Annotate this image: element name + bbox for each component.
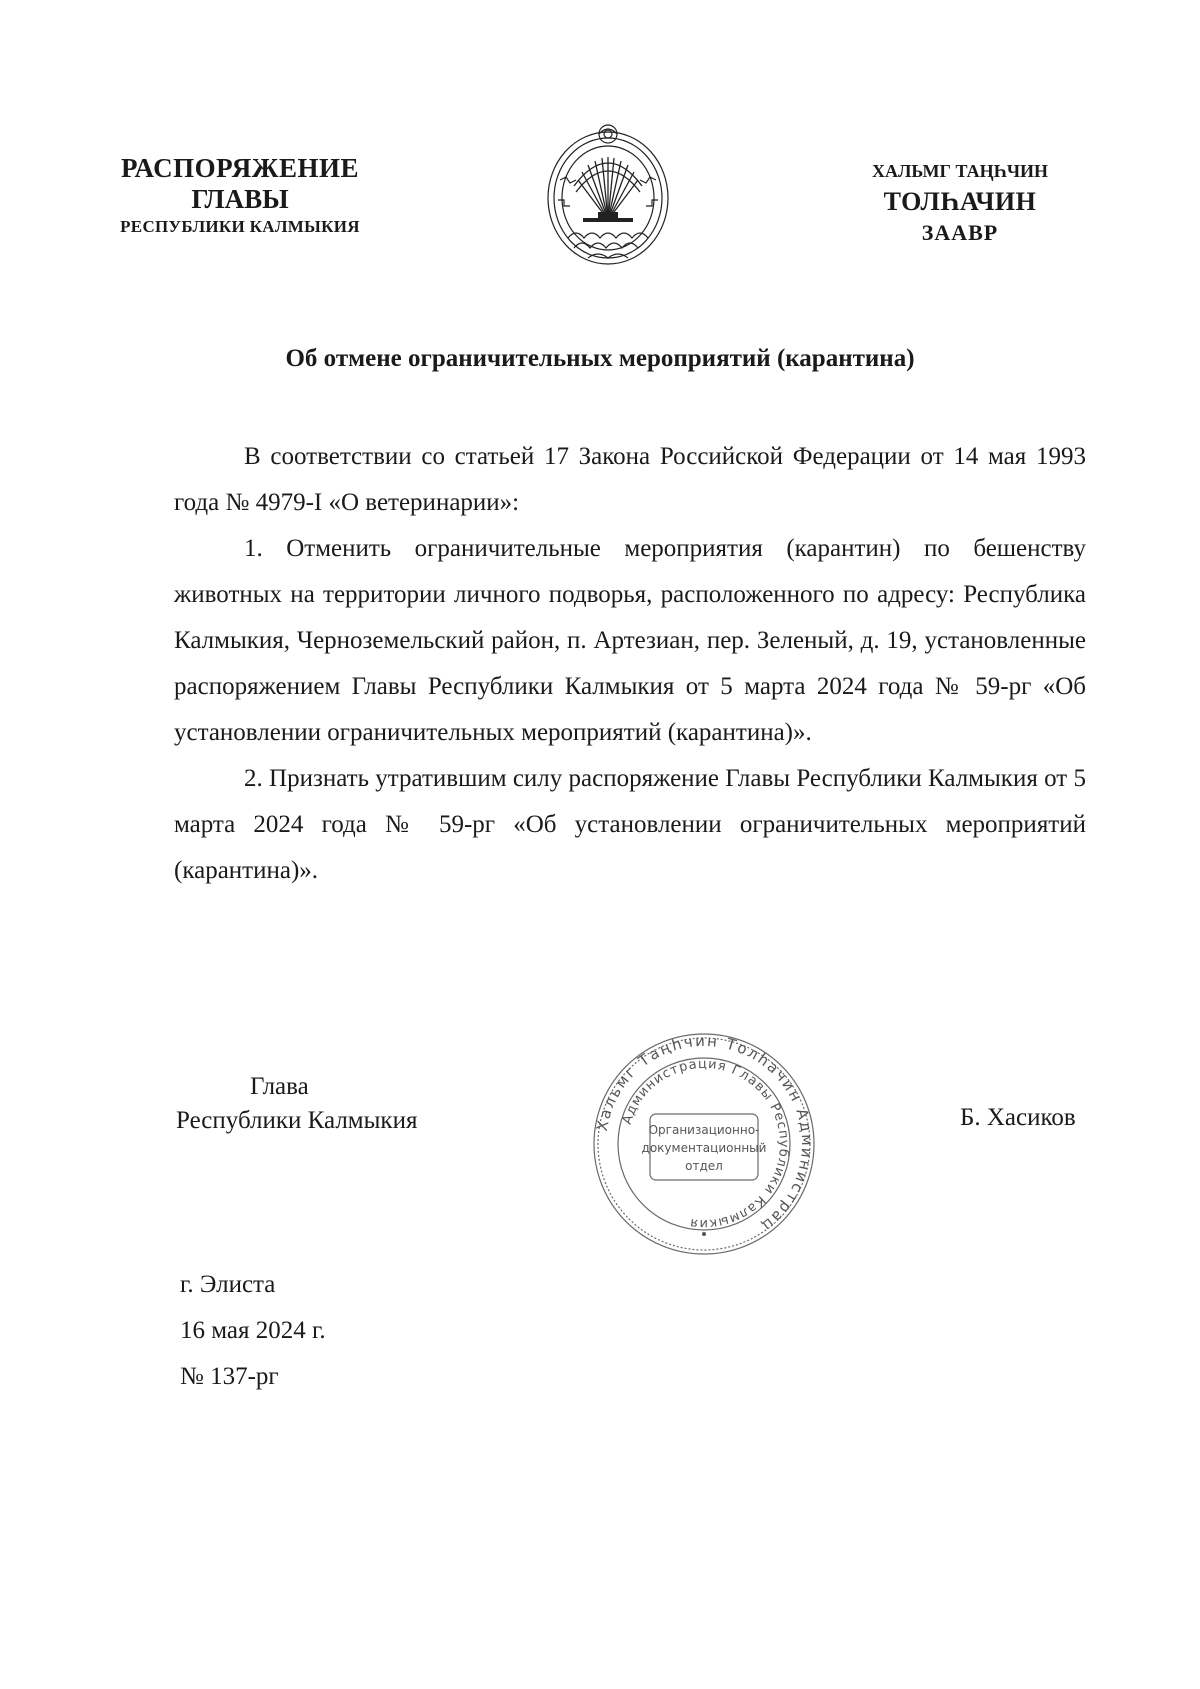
document-footer — [180, 1262, 326, 1400]
emblem-icon — [538, 120, 678, 270]
intro-paragraph: В соответствии со статьей 17 Закона Российской Федерации от 14 мая 1993 года № 4979-I «О ветеринарии»: — [174, 443, 1086, 516]
document-title: Об отмене ограничительных мероприятий (карантина) — [285, 345, 915, 372]
header-left-line2: ГЛАВЫ — [191, 184, 289, 214]
signature-role — [176, 1070, 417, 1138]
header-left-line1: РАСПОРЯЖЕНИЕ — [120, 153, 360, 183]
stamp-center-line3: отдел — [685, 1159, 723, 1173]
header-right-line2: ТОЛҺАЧИН — [883, 187, 1037, 216]
header-left-line3: РЕСПУБЛИКИ КАЛМЫКИЯ — [120, 217, 360, 236]
signatory-name: Б. Хасиков — [960, 1104, 1076, 1131]
header-right-line1: ХАЛЬМГ ТАҢҺЧИН — [871, 161, 1049, 181]
header-left — [90, 152, 390, 240]
stamp-outer-text: Хальмг Таңһчин Толһачин Администрац — [592, 1031, 817, 1237]
stamp-center-line2: документационный — [641, 1141, 767, 1155]
item-2-paragraph: 2. Признать утратившим силу распоряжение Главы Республики Калмыкия от 5 марта 2024 года № 59-рг «Об установлении ограничительных мероприятий (карантина)». — [174, 765, 1086, 884]
footer-city: г. Элиста — [180, 1271, 276, 1298]
item-1-paragraph: 1. Отменить ограничительные мероприятия (карантин) по бешенству животных на территории личного подворья, расположенного по адресу: Республика Калмыкия, Черноземельский район, п. Артезиан, пер. Зеленый, д. 19, установленные распоряжением Главы Республики Калмыкия от 5 марта 2024 года № 59-рг «Об установлении ограничительных мероприятий (карантина)». — [174, 535, 1086, 746]
stamp-inner-text: Администрация Главы Республики Калмыкия — [619, 1056, 792, 1232]
header-right — [840, 156, 1080, 248]
signature-role-line1: Глава — [250, 1073, 309, 1100]
signature-role-line2: Республики Калмыкия — [176, 1107, 418, 1134]
stamp-center-line1: Организационно- — [648, 1123, 760, 1137]
header-right-line3: ЗААВР — [921, 220, 999, 245]
footer-date: 16 мая 2024 г. — [180, 1317, 326, 1344]
document-body — [174, 434, 1086, 894]
stamp-seal — [588, 1028, 820, 1260]
footer-number: № 137-рг — [180, 1363, 279, 1390]
